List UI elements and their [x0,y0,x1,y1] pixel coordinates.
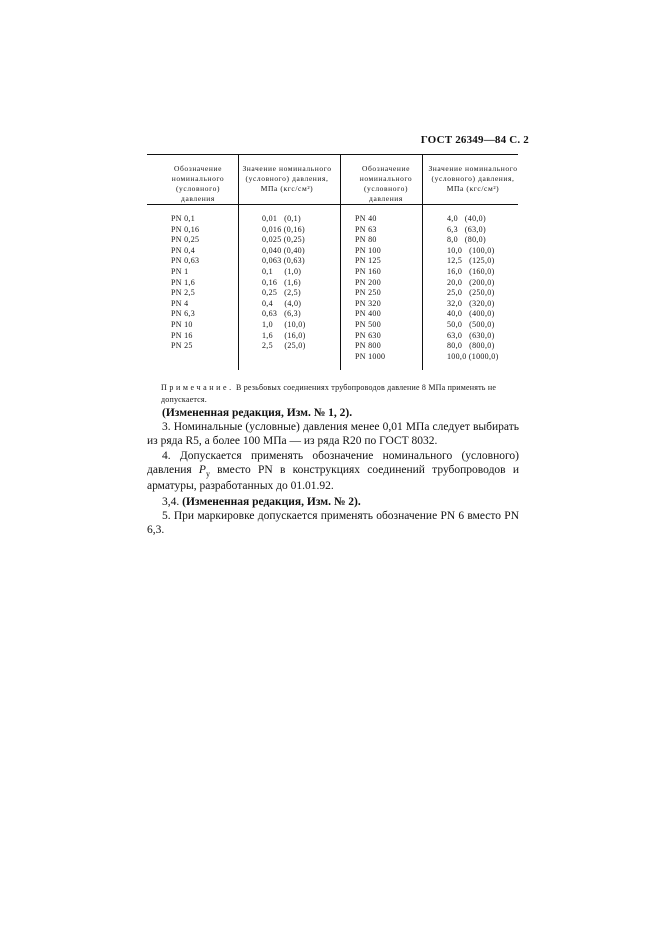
table-cell: 40,0 (400,0) [447,309,495,319]
paragraph-4-text-a: 4. Допускается применять обозначение номинального (условного) давления [147,450,519,476]
table-cell: 10,0 (100,0) [447,245,495,255]
amendment-2-text: (Измененная редакция, Изм. № 2). [182,496,361,508]
table-cell: 63,0 (630,0) [447,330,495,340]
table-cell: 0,16 (1,6) [262,277,301,287]
table-cell: 16,0 (160,0) [447,266,495,276]
note-label: Примечание. [161,383,234,392]
header-rule [147,204,518,205]
table-cell: 20,0 (200,0) [447,277,495,287]
table-cell: PN 16 [171,330,193,340]
table-cell: 0,25 (2,5) [262,288,301,298]
table-cell: 50,0 (500,0) [447,319,495,329]
paragraph-4 [147,450,519,494]
table-cell: PN 630 [355,330,382,340]
table-cell: PN 500 [355,319,382,329]
table-cell: 100,0 (1000,0) [447,351,499,361]
table-cell: 12,5 (125,0) [447,256,495,266]
table-cell: PN 0,63 [171,256,200,266]
table-cell: 32,0 (320,0) [447,298,495,308]
table-cell: 1,6 (16,0) [262,330,306,340]
table-cell: 25,0 (250,0) [447,288,495,298]
table-cell: PN 800 [355,341,382,351]
note-text: В резьбовых соединениях трубопроводов давление 8 МПа применять не допускается. [161,383,497,404]
table-cell: PN 0,4 [171,245,196,255]
table-cell: 0,063 (0,63) [262,256,305,266]
table-cell: PN 2,5 [171,288,196,298]
table-cell: PN 250 [355,288,382,298]
right-designation-column [355,214,385,362]
table-cell: 0,4 (4,0) [262,298,302,308]
table-cell: 80,0 (800,0) [447,341,495,351]
table-cell: 0,01 (0,1) [262,214,301,223]
amendment-2-numbers: 3,4. [162,496,183,508]
table-cell: PN 200 [355,277,382,287]
column-divider-3 [422,155,423,370]
table-cell: PN 6,3 [171,309,196,319]
table-cell: 1,0 (10,0) [262,319,306,329]
table-cell: PN 0,1 [171,214,196,223]
pressure-table [147,154,518,370]
table-cell: 0,025 (0,25) [262,235,305,245]
table-note [161,382,531,406]
table-cell: PN 0,25 [171,235,200,245]
table-cell: PN 1,6 [171,277,196,287]
table-cell: PN 4 [171,298,189,308]
table-cell: PN 400 [355,309,382,319]
paragraph-3: 3. Номинальные (условные) давления менее 0,01 МПа следует выбирать из ряда R5, а более 100 МПа — из ряда R20 по ГОСТ 8032. [147,421,519,447]
right-value-column [447,214,499,362]
left-value-column [262,214,306,352]
table-cell: PN 25 [171,341,193,351]
column-header-3: Обозначение номинального (условного) давления [359,164,413,203]
table-cell: 0,016 (0,16) [262,224,305,234]
amendment-note-2 [147,496,519,510]
table-cell: 0,63 (6,3) [262,309,301,319]
table-cell: PN 1000 [355,351,386,361]
table-cell: 4,0 (40,0) [447,214,486,223]
table-cell: PN 80 [355,235,377,245]
table-cell: 0,040 (0,40) [262,245,305,255]
table-cell: PN 100 [355,245,382,255]
table-cell: 2,5 (25,0) [262,341,306,351]
pressure-symbol: P [198,463,206,476]
column-header-2: Значение номинального (условного) давления, МПа (кгс/см²) [242,164,332,193]
table-cell: 6,3 (63,0) [447,224,486,234]
table-cell: PN 63 [355,224,377,234]
table-cell: PN 10 [171,319,193,329]
table-cell: PN 160 [355,266,382,276]
table-cell: PN 40 [355,214,377,223]
table-cell: PN 320 [355,298,382,308]
pressure-symbol-subscript: у [205,468,210,478]
column-divider-2 [340,155,341,370]
table-cell: PN 125 [355,256,382,266]
table-cell: PN 1 [171,266,189,276]
running-title: ГОСТ 26349—84 С. 2 [420,134,529,146]
left-designation-column [171,214,199,352]
table-cell: 8,0 (80,0) [447,235,486,245]
column-header-4: Значение номинального (условного) давления, МПа (кгс/см²) [428,164,518,193]
table-cell: PN 0,16 [171,224,200,234]
paragraph-4-text-b: вместо PN в конструкциях соединений трубопроводов и арматуры, разработанных до 01.01.92. [147,463,519,493]
paragraph-5: 5. При маркировке допускается применять обозначение PN 6 вместо PN 6,3. [147,510,519,536]
table-cell: 0,1 (1,0) [262,266,302,276]
amendment-note-1: (Измененная редакция, Изм. № 1, 2). [162,407,353,419]
column-header-1: Обозначение номинального (условного) давления [171,164,225,203]
column-divider-1 [238,155,239,370]
